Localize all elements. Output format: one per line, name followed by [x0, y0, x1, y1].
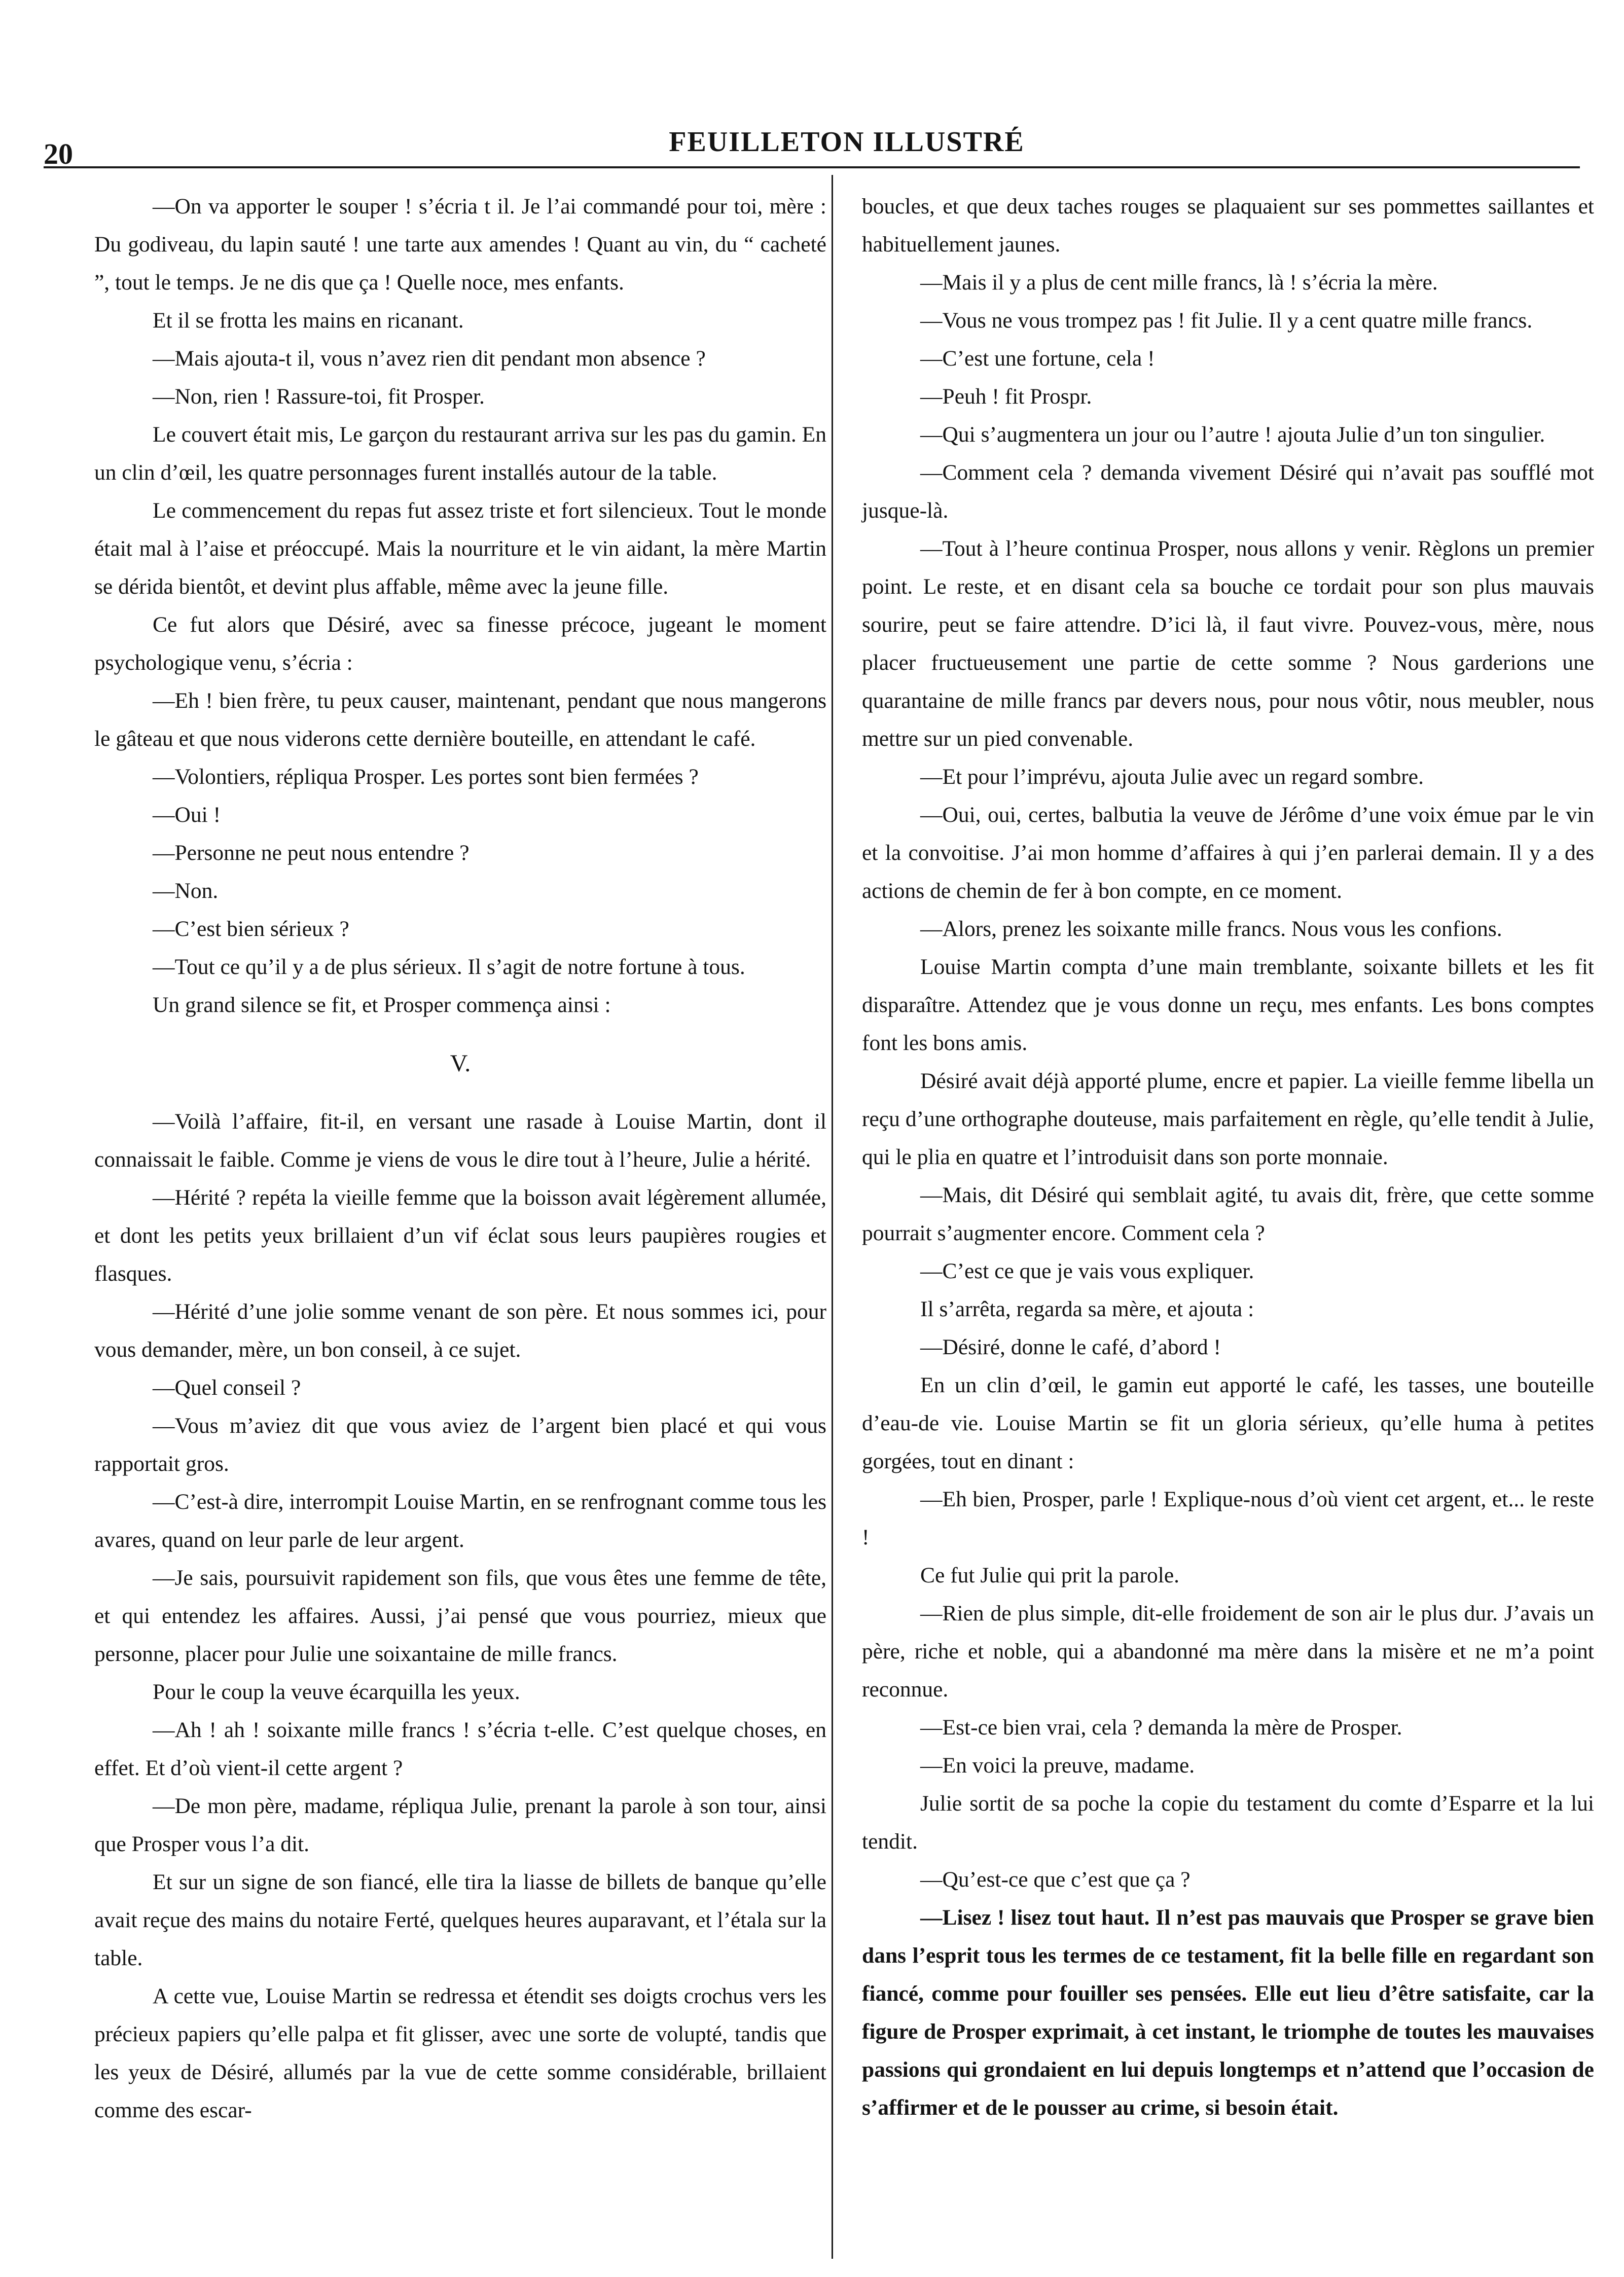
right-column [862, 188, 1594, 2127]
paragraph: —Tout à l’heure continua Prosper, nous allons y venir. Règlons un premier point. Le reste, et en disant cela sa bouche ce tordait pour son plus mauvais sourire, peut se faire attendre. D’ici là, il faut vivre. Pouvez-vous, mère, nous placer fructueusement une partie de cette somme ? Nous garderions une quarantaine de mille francs par devers nous, pour nous vôtir, nous meubler, nous mettre sur un pied convenable. [862, 536, 1594, 751]
paragraph: —C’est-à dire, interrompit Louise Martin, en se renfrognant comme tous les avares, quand on leur parle de leur argent. [94, 1490, 826, 1552]
paragraph: Pour le coup la veuve écarquilla les yeux. [153, 1680, 520, 1704]
paragraph: —Hérité d’une jolie somme venant de son père. Et nous sommes ici, pour vous demander, mère, un bon conseil, à ce sujet. [94, 1299, 826, 1362]
paragraph: —En voici la preuve, madame. [920, 1753, 1195, 1778]
paragraph: Louise Martin compta d’une main tremblante, soixante billets et les fit disparaître. Attendez que je vous donne un reçu, mes enfants. Les bons comptes font les bons amis. [862, 955, 1594, 1055]
paragraph: —On va apporter le souper ! s’écria t il. Je l’ai commandé pour toi, mère : Du godiveau, du lapin sauté ! une tarte aux amendes ! Quant au vin, du “ cacheté ”, tout le temps. Je ne dis que ça ! Quelle noce, mes enfants. [94, 194, 826, 295]
paragraph: —Tout ce qu’il y a de plus sérieux. Il s’agit de notre fortune à tous. [153, 955, 745, 979]
paragraph: —Lisez ! lisez tout haut. Il n’est pas mauvais que Prosper se grave bien dans l’esprit tous les termes de ce testament, fit la belle fille en regardant son fiancé, comme pour fouiller ses pensées. Elle eut lieu d’être satisfaite, car la figure de Prosper exprimait, à cet instant, le triomphe de toutes les mauvaises passions qui grondaient en lui depuis longtemps et n’attend que l’occasion de s’affirmer et de le pousser au crime, si besoin était. [862, 1905, 1594, 2120]
paragraph: Ce fut Julie qui prit la parole. [920, 1563, 1179, 1587]
paragraph: —Alors, prenez les soixante mille francs. Nous vous les confions. [920, 917, 1502, 941]
paragraph: Et sur un signe de son fiancé, elle tira la liasse de billets de banque qu’elle avait reçue des mains du notaire Ferté, quelques heures auparavant, et l’étala sur la table. [94, 1870, 826, 1970]
paragraph: —De mon père, madame, répliqua Julie, prenant la parole à son tour, ainsi que Prosper vous l’a dit. [94, 1794, 826, 1856]
paragraph: —Vous m’aviez dit que vous aviez de l’argent bien placé et qui vous rapportait gros. [94, 1414, 826, 1476]
page-number: 20 [44, 137, 73, 170]
paragraph: —Vous ne vous trompez pas ! fit Julie. Il y a cent quatre mille francs. [920, 308, 1533, 333]
paragraph: —Voilà l’affaire, fit-il, en versant une rasade à Louise Martin, dont il connaissait le faible. Comme je viens de vous le dire tout à l’heure, Julie a hérité. [94, 1109, 826, 1172]
paragraph: Et il se frotta les mains en ricanant. [153, 308, 464, 333]
paragraph: —Ah ! ah ! soixante mille francs ! s’écria t-elle. C’est quelque choses, en effet. Et d’où vient-il cette argent ? [94, 1718, 826, 1780]
paragraph: En un clin d’œil, le gamin eut apporté le café, les tasses, une bouteille d’eau-de vie. Louise Martin se fit un gloria sérieux, qu’elle huma à petites gorgées, tout en dinant : [862, 1373, 1594, 1473]
paragraph: —Oui, oui, certes, balbutia la veuve de Jérôme d’une voix émue par le vin et la convoitise. J’ai mon homme d’affaires à qui j’en parlerai demain. Il y a des actions de chemin de fer à bon compte, en ce moment. [862, 803, 1594, 903]
left-column [94, 188, 826, 2129]
paragraph: —C’est une fortune, cela ! [920, 346, 1155, 371]
paragraph: —Non, rien ! Rassure-toi, fit Prosper. [153, 384, 485, 409]
paragraph: —Peuh ! fit Prospr. [920, 384, 1092, 409]
paragraph: boucles, et que deux taches rouges se plaquaient sur ses pommettes saillantes et habituellement jaunes. [862, 194, 1594, 257]
paragraph: Le couvert était mis, Le garçon du restaurant arriva sur les pas du gamin. En un clin d’œil, les quatre personnages furent installés autour de la table. [94, 422, 826, 485]
paragraph: —Mais ajouta-t il, vous n’avez rien dit pendant mon absence ? [153, 346, 706, 371]
paragraph: —Hérité ? repéta la vieille femme que la boisson avait légèrement allumée, et dont les petits yeux brillaient d’un vif éclat sous leurs paupières rougies et flasques. [94, 1185, 826, 1286]
paragraph: —Eh bien, Prosper, parle ! Explique-nous d’où vient cet argent, et... le reste ! [862, 1487, 1594, 1549]
paragraph: —C’est ce que je vais vous expliquer. [920, 1259, 1254, 1283]
paragraph: —Volontiers, répliqua Prosper. Les portes sont bien fermées ? [153, 765, 699, 789]
chapter-heading: V. [450, 1050, 471, 1077]
paragraph: —Mais il y a plus de cent mille francs, là ! s’écria la mère. [920, 270, 1438, 295]
paragraph: Un grand silence se fit, et Prosper commença ainsi : [153, 993, 611, 1017]
paragraph: —C’est bien sérieux ? [153, 917, 349, 941]
paragraph: —Personne ne peut nous entendre ? [153, 841, 470, 865]
column-divider [832, 175, 833, 2259]
paragraph: —Eh ! bien frère, tu peux causer, maintenant, pendant que nous mangerons le gâteau et que nous viderons cette dernière bouteille, en attendant le café. [94, 689, 826, 751]
paragraph: —Je sais, poursuivit rapidement son fils, que vous êtes une femme de tête, et qui entendez les affaires. Aussi, j’ai pensé que vous pourriez, mieux que personne, placer pour Julie une soixantaine de mille francs. [94, 1566, 826, 1666]
paragraph: Le commencement du repas fut assez triste et fort silencieux. Tout le monde était mal à l’aise et préoccupé. Mais la nourriture et le vin aidant, la mère Martin se dérida bientôt, et devint plus affable, même avec la jeune fille. [94, 498, 826, 599]
running-title: FEUILLETON ILLUSTRÉ [669, 126, 1025, 158]
paragraph: —Comment cela ? demanda vivement Désiré qui n’avait pas soufflé mot jusque-là. [862, 460, 1594, 523]
paragraph: —Est-ce bien vrai, cela ? demanda la mère de Prosper. [920, 1715, 1402, 1740]
paragraph: —Mais, dit Désiré qui semblait agité, tu avais dit, frère, que cette somme pourrait s’augmenter encore. Comment cela ? [862, 1183, 1594, 1245]
paragraph: —Non. [153, 879, 219, 903]
header-rule [44, 166, 1580, 168]
paragraph: —Oui ! [153, 803, 221, 827]
paragraph: —Rien de plus simple, dit-elle froidement de son air le plus dur. J’avais un père, riche et noble, qui a abandonné ma mère dans la misère et ne m’a point reconnue. [862, 1601, 1594, 1702]
paragraph: —Qu’est-ce que c’est que ça ? [920, 1867, 1190, 1892]
paragraph: Il s’arrêta, regarda sa mère, et ajouta : [920, 1297, 1254, 1321]
paragraph: A cette vue, Louise Martin se redressa et étendit ses doigts crochus vers les précieux papiers qu’elle palpa et fit glisser, avec une sorte de volupté, tandis que les yeux de Désiré, allumés par la vue de cette somme considérable, brillaient comme des escar- [94, 1984, 826, 2122]
paragraph: —Et pour l’imprévu, ajouta Julie avec un regard sombre. [920, 765, 1424, 789]
paragraph: —Qui s’augmentera un jour ou l’autre ! ajouta Julie d’un ton singulier. [920, 422, 1545, 447]
paragraph: —Désiré, donne le café, d’abord ! [920, 1335, 1221, 1359]
paragraph: Julie sortit de sa poche la copie du testament du comte d’Esparre et la lui tendit. [862, 1791, 1594, 1854]
paragraph: Désiré avait déjà apporté plume, encre et papier. La vieille femme libella un reçu d’une orthographe douteuse, mais parfaitement en règle, qu’elle tendit à Julie, qui le plia en quatre et l’introduisit dans son porte monnaie. [862, 1069, 1594, 1169]
paragraph: Ce fut alors que Désiré, avec sa finesse précoce, jugeant le moment psychologique venu, s’écria : [94, 612, 826, 675]
paragraph: —Quel conseil ? [153, 1376, 301, 1400]
